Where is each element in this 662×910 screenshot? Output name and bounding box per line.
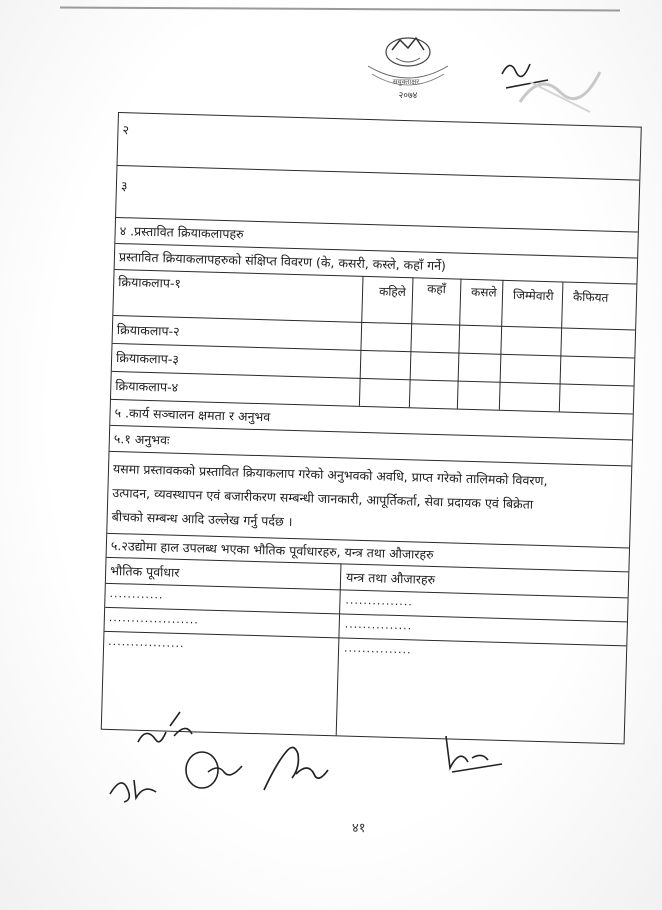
signature-2 bbox=[104, 764, 164, 808]
page-number: ४१ bbox=[352, 821, 366, 836]
form-box bbox=[101, 112, 642, 744]
tools-dots-2: ............... bbox=[344, 617, 413, 633]
row-2-number: २ bbox=[122, 122, 130, 138]
tools-dots-3: ............... bbox=[343, 641, 412, 657]
col-kahile bbox=[359, 276, 407, 406]
col-jimmewari-label: जिम्मेवारी bbox=[512, 288, 554, 304]
tools-header: यन्त्र तथा औजारहरु bbox=[345, 569, 436, 588]
tools-dots-1: ............... bbox=[345, 593, 414, 609]
experience-paragraph-row bbox=[107, 451, 631, 549]
section-4-heading: ४ .प्रस्तावित क्रियाकलापहरु bbox=[119, 223, 244, 242]
official-seal bbox=[362, 30, 454, 102]
row-3-number: ३ bbox=[120, 178, 128, 194]
top-edge-line bbox=[60, 7, 620, 12]
experience-paragraph bbox=[111, 457, 548, 541]
infra-dots-1: ............ bbox=[109, 586, 164, 602]
activity-3-label: क्रियाकलाप-३ bbox=[115, 350, 180, 367]
col-kasle-label: कसले bbox=[470, 284, 497, 300]
activity-4-label: क्रियाकलाप-४ bbox=[115, 378, 179, 395]
section-5-2-heading: ५.२उद्योमा हाल उपलब्ध भएका भौतिक पूर्वाधारहरु, यन्त्र तथा औजारहरु bbox=[110, 537, 434, 562]
section-5-heading: ५ .कार्य सञ्चालन क्षमता र अनुभव bbox=[114, 405, 271, 425]
paragraph-line-2: उत्पादन, व्यवस्थापन एवं बजारीकरण सम्बन्धी जानकारी, आपूर्तिकर्ता, सेवा प्रदायक एवं बिक्रेता bbox=[112, 484, 534, 512]
activity-table-columns bbox=[111, 269, 636, 414]
signature-4 bbox=[256, 734, 336, 800]
paragraph-line-1: यसमा प्रस्तावकको प्रस्तावित क्रियाकलाप गरेको अनुभवको अवधि, प्राप्त गरेको तालिमको विवरण, bbox=[112, 461, 548, 489]
infra-dots-3: ................. bbox=[108, 634, 185, 651]
col-jimmewari bbox=[499, 280, 554, 410]
col-kaha-label: कहाँ bbox=[426, 281, 447, 297]
signature-3 bbox=[178, 742, 248, 796]
col-kaifiyat-label: कैफियत bbox=[572, 289, 609, 305]
activity-2-label: क्रियाकलाप-२ bbox=[116, 322, 180, 339]
infra-dots-2: .................... bbox=[108, 610, 199, 627]
col-kasle bbox=[457, 279, 497, 409]
infra-header: भौतिक पूर्वाधार bbox=[109, 562, 180, 580]
activity-1-label: क्रियाकलाप-१ bbox=[118, 274, 182, 291]
paragraph-line-3: बीचको सम्बन्ध आदि उल्लेख गर्नु पर्दछ । bbox=[111, 508, 293, 530]
col-kahile-label: कहिले bbox=[378, 284, 407, 300]
signature-5 bbox=[438, 728, 508, 784]
faded-stamp bbox=[500, 52, 618, 124]
col-kaha bbox=[409, 277, 447, 407]
col-kaifiyat bbox=[559, 281, 609, 411]
section-5-1-heading: ५.१ अनुभवः bbox=[113, 431, 170, 448]
seal-year: २०७४ bbox=[398, 91, 418, 101]
section-4-subheading: प्रस्तावित क्रियाकलापहरुको संक्षिप्त विवरण (के, कसरी, कस्ले, कहाँ गर्ने) bbox=[118, 249, 447, 274]
seal-text: सयुक्ताक्षर bbox=[392, 78, 420, 86]
